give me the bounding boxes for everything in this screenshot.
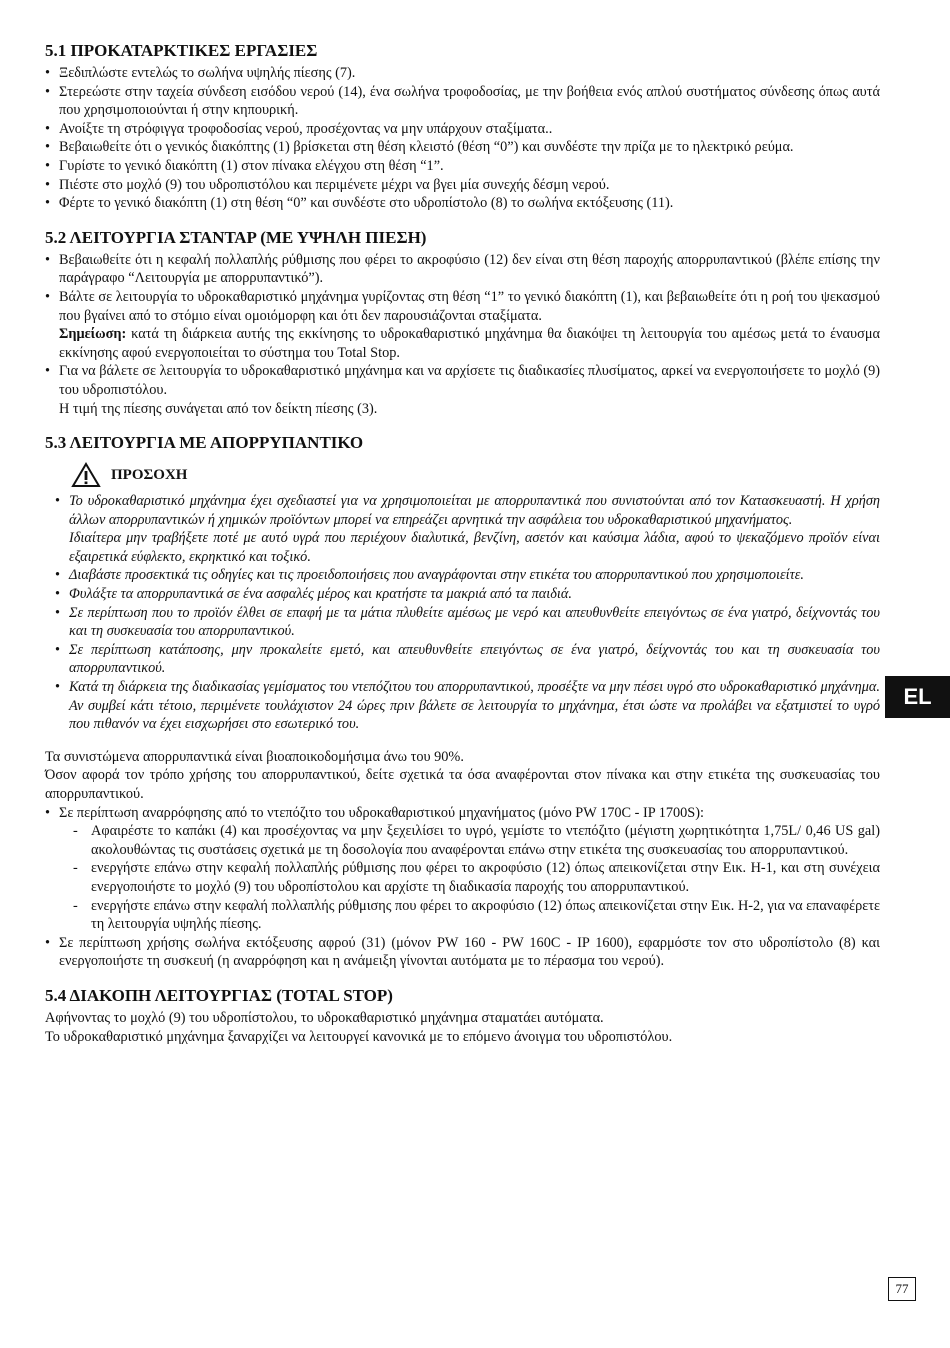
warning-text: Ιδιαίτερα μην τραβήξετε ποτέ με αυτό υγρά που περιέχουν διαλυτικά, βενζίνη, ασετόν και καύσιμα λάδια, αφού το ψεκαζόμενο προϊόν είναι εξαιρετικά εύφλεκτο, εκρηκτικό και τοξικό. xyxy=(69,530,880,565)
list-item xyxy=(45,362,880,418)
note xyxy=(59,325,880,362)
dash-item: - Αφαιρέστε το καπάκι (4) και προσέχοντας να μην ξεχειλίσει το υγρό, γεμίστε το ντεπόζιτο (μέγιστη χωρητικότητα 1,75L/ 0,46 US gal) ακολουθώντας τις συστάσεις σχετικά με τη δοσολογία που αναφέρονται επάνω στην ετικέτα της συσκευασίας του απορρυπαντικού. xyxy=(67,822,880,859)
dash-list xyxy=(67,822,880,934)
warning-item: • Σε περίπτωση που το προϊόν έλθει σε επαφή με τα μάτια πλυθείτε αμέσως με νερό και απευθυνθείτε επειγόντως σε ένα γιατρό, δείχνοντάς του και τη συσκευασία του απορρυπαντικού. xyxy=(45,604,880,641)
section-5-1 xyxy=(45,40,880,213)
list-item-text: • Σε περίπτωση αναρρόφησης από το ντεπόζιτο του υδροκαθαριστικού μηχανήματος (μόνο PW 170C - IP 1700S): xyxy=(59,804,704,821)
section-5-3 xyxy=(45,432,880,971)
warning-item: • Κατά τη διάρκεια της διαδικασίας γεμίσματος του ντεπόζιτου του απορρυπαντικού, προσέξτε να μην πέσει υγρό στο υδροκαθαριστικό μηχάνημα. Αν συμβεί κάτι τέτοιο, περιμένετε τουλάχιστον 24 ώρες πριν βάλετε σε λειτουργία το μηχάνημα, έτσι ώστε να προλάβει να εξατμιστεί το υγρό που πιθανόν να έχει εισχωρήσει στο εσωτερικό του. xyxy=(45,678,880,734)
paragraph: Τα συνιστώμενα απορρυπαντικά είναι βιοαποικοδομήσιμα άνω του 90%. xyxy=(45,748,464,765)
list-item: • Στερεώστε στην ταχεία σύνδεση εισόδου νερού (14), ένα σωλήνα τροφοδοσίας, με την βοήθεια ενός απλού συστήματος σύνδεσης όπως αυτά που χρησιμοποιούνται ή στην κηπουρική. xyxy=(45,83,880,120)
dash-item: - ενεργήστε επάνω στην κεφαλή πολλαπλής ρύθμισης που φέρει το ακροφύσιο (12) όπως απεικονίζεται στην Εικ. H-1, και στη συνέχεια ενεργοποιήστε το μοχλό (9) του υδροπίστολου και αρχίστε τη διαδικασία παροχής του απορρυπαντικού. xyxy=(67,859,880,896)
bullet-list xyxy=(45,804,880,971)
manual-page xyxy=(45,40,880,1060)
list-item xyxy=(45,288,880,362)
list-item: • Σε περίπτωση χρήσης σωλήνα εκτόξευσης αφρού (31) (μόνον PW 160 - PW 160C - IP 1600), εφαρμόστε τον στο υδροπίστολο (8) και ενεργοποιήστε τη συσκευή (η αναρρόφηση και η ανάμειξη γίνονται αυτόματα με το πέρασμα του νερού). xyxy=(45,934,880,971)
list-item: • Γυρίστε το γενικό διακόπτη (1) στον πίνακα ελέγχου στη θέση “1”. xyxy=(45,157,880,176)
warning-item: • Διαβάστε προσεκτικά τις οδηγίες και τις προειδοποιήσεις που αναγράφονται στην ετικέτα του απορρυπαντικού που χρησιμοποιείτε. xyxy=(45,566,880,585)
warning-item xyxy=(45,492,880,566)
section-title: 5.4 ΔΙΑΚΟΠΗ ΛΕΙΤΟΥΡΓΙΑΣ (TOTAL STOP) xyxy=(45,985,393,1005)
warning-title: ΠΡΟΣΟΧΗ xyxy=(111,466,188,483)
paragraph: Όσον αφορά τον τρόπο χρήσης του απορρυπαντικού, δείτε σχετικά τα όσα αναφέρονται στον πίνακα και στην ετικέτα της συσκευασίας του απορρυπαντικού. xyxy=(45,767,880,802)
list-item-text: Η τιμή της πίεσης συνάγεται από τον δείκτη πίεσης (3). xyxy=(59,400,378,417)
note-label: Σημείωση: xyxy=(59,326,127,343)
paragraph: Το υδροκαθαριστικό μηχάνημα ξαναρχίζει να λειτουργεί κανονικά με το επόμενο άνοιγμα του υδροπιστόλου. xyxy=(45,1028,673,1045)
warning-header xyxy=(71,462,880,488)
list-item: • Φέρτε το γενικό διακόπτη (1) στη θέση “0” και συνδέστε στο υδροπίστολο (8) το σωλήνα εκτόξευσης (11). xyxy=(45,194,880,213)
page-number: 77 xyxy=(888,1277,916,1301)
bullet-list xyxy=(45,251,880,418)
warning-item: • Φυλάξτε τα απορρυπαντικά σε ένα ασφαλές μέρος και κρατήστε τα μακριά από τα παιδιά. xyxy=(45,585,880,604)
warning-text: • Το υδροκαθαριστικό μηχάνημα έχει σχεδιαστεί για να χρησιμοποιείται με απορρυπαντικά που συνιστούνται από τον Κατασκευαστή. Η χρήση άλλων απορρυπαντικών ή χημικών προϊόντων μπορεί να επηρεάζει αρνητικά την ασφάλεια του υδροκαθαριστικού μηχανήματος. xyxy=(69,493,880,528)
list-item-text: • Βάλτε σε λειτουργία το υδροκαθαριστικό μηχάνημα γυρίζοντας στη θέση “1” το γενικό διακόπτη (1), και βεβαιωθείτε ότι η ροή του ψεκασμού που βγαίνει από το στόμιο είναι ομοιόμορφη και ότι δεν παρουσιάζονται σταξίματα. xyxy=(59,288,880,324)
section-title: 5.3 ΛΕΙΤΟΥΡΓΙΑ ΜΕ ΑΠΟΡΡΥΠΑΝΤΙΚΟ xyxy=(45,433,364,453)
warning-list xyxy=(45,492,880,734)
list-item: • Ξεδιπλώστε εντελώς το σωλήνα υψηλής πίεσης (7). xyxy=(45,64,880,83)
list-item: • Βεβαιωθείτε ότι η κεφαλή πολλαπλής ρύθμισης που φέρει το ακροφύσιο (12) δεν είναι στη θέση παροχής απορρυπαντικού (βλέπε επίσης την παράγραφο “Λειτουργία με απορρυπαντικό”). xyxy=(45,251,880,288)
list-item: • Ανοίξτε τη στρόφιγγα τροφοδοσίας νερού, προσέχοντας να μην υπάρχουν σταξίματα.. xyxy=(45,120,880,139)
section-5-2 xyxy=(45,227,880,418)
warning-triangle-icon xyxy=(71,462,101,488)
language-tab: EL xyxy=(885,676,950,718)
list-item: • Πιέστε στο μοχλό (9) του υδροπιστόλου και περιμένετε μέχρι να βγει μία συνεχής δέσμη νερού. xyxy=(45,176,880,195)
bullet-list xyxy=(45,64,880,213)
list-item: • Βεβαιωθείτε ότι ο γενικός διακόπτης (1) βρίσκεται στη θέση κλειστό (θέση “0”) και συνδέστε την πρίζα με το ηλεκτρικό ρεύμα. xyxy=(45,138,880,157)
warning-item: • Σε περίπτωση κατάποσης, μην προκαλείτε εμετό, και απευθυνθείτε επειγόντως σε ένα γιατρό, δείχνοντάς του και τη συσκευασία του απορρυπαντικού. xyxy=(45,641,880,678)
paragraph: Αφήνοντας το μοχλό (9) του υδροπίστολου, το υδροκαθαριστικό μηχάνημα σταματάει αυτόματα. xyxy=(45,1009,604,1026)
section-5-4 xyxy=(45,985,880,1046)
list-item xyxy=(45,804,880,934)
list-item-text: • Για να βάλετε σε λειτουργία το υδροκαθαριστικό μηχάνημα και να αρχίσετε τις διαδικασίες πλυσίματος, αρκεί να ενεργοποιήσετε το μοχλό (9) του υδροπιστόλου. xyxy=(59,363,880,398)
dash-item: - ενεργήστε επάνω στην κεφαλή πολλαπλής ρύθμισης που φέρει το ακροφύσιο (12) όπως απεικονίζεται στην Εικ. H-2, για να επαναφέρετε τη λειτουργία υψηλής πίεσης. xyxy=(67,897,880,934)
note-text: κατά τη διάρκεια αυτής της εκκίνησης το υδροκαθαριστικό μηχάνημα θα διακόψει τη λειτουργία του αμέσως μετά το έναυσμα εκκίνησης αφού ενεργοποιείται το σύστημα του Total Stop. xyxy=(59,326,880,361)
section-title: 5.2 ΛΕΙΤΟΥΡΓΙΑ ΣΤΑΝΤΑΡ (ΜΕ ΥΨΗΛΗ ΠΙΕΣΗ) xyxy=(45,227,427,247)
section-title: 5.1 ΠΡΟΚΑΤΑΡΚΤΙΚΕΣ ΕΡΓΑΣΙΕΣ xyxy=(45,41,318,60)
